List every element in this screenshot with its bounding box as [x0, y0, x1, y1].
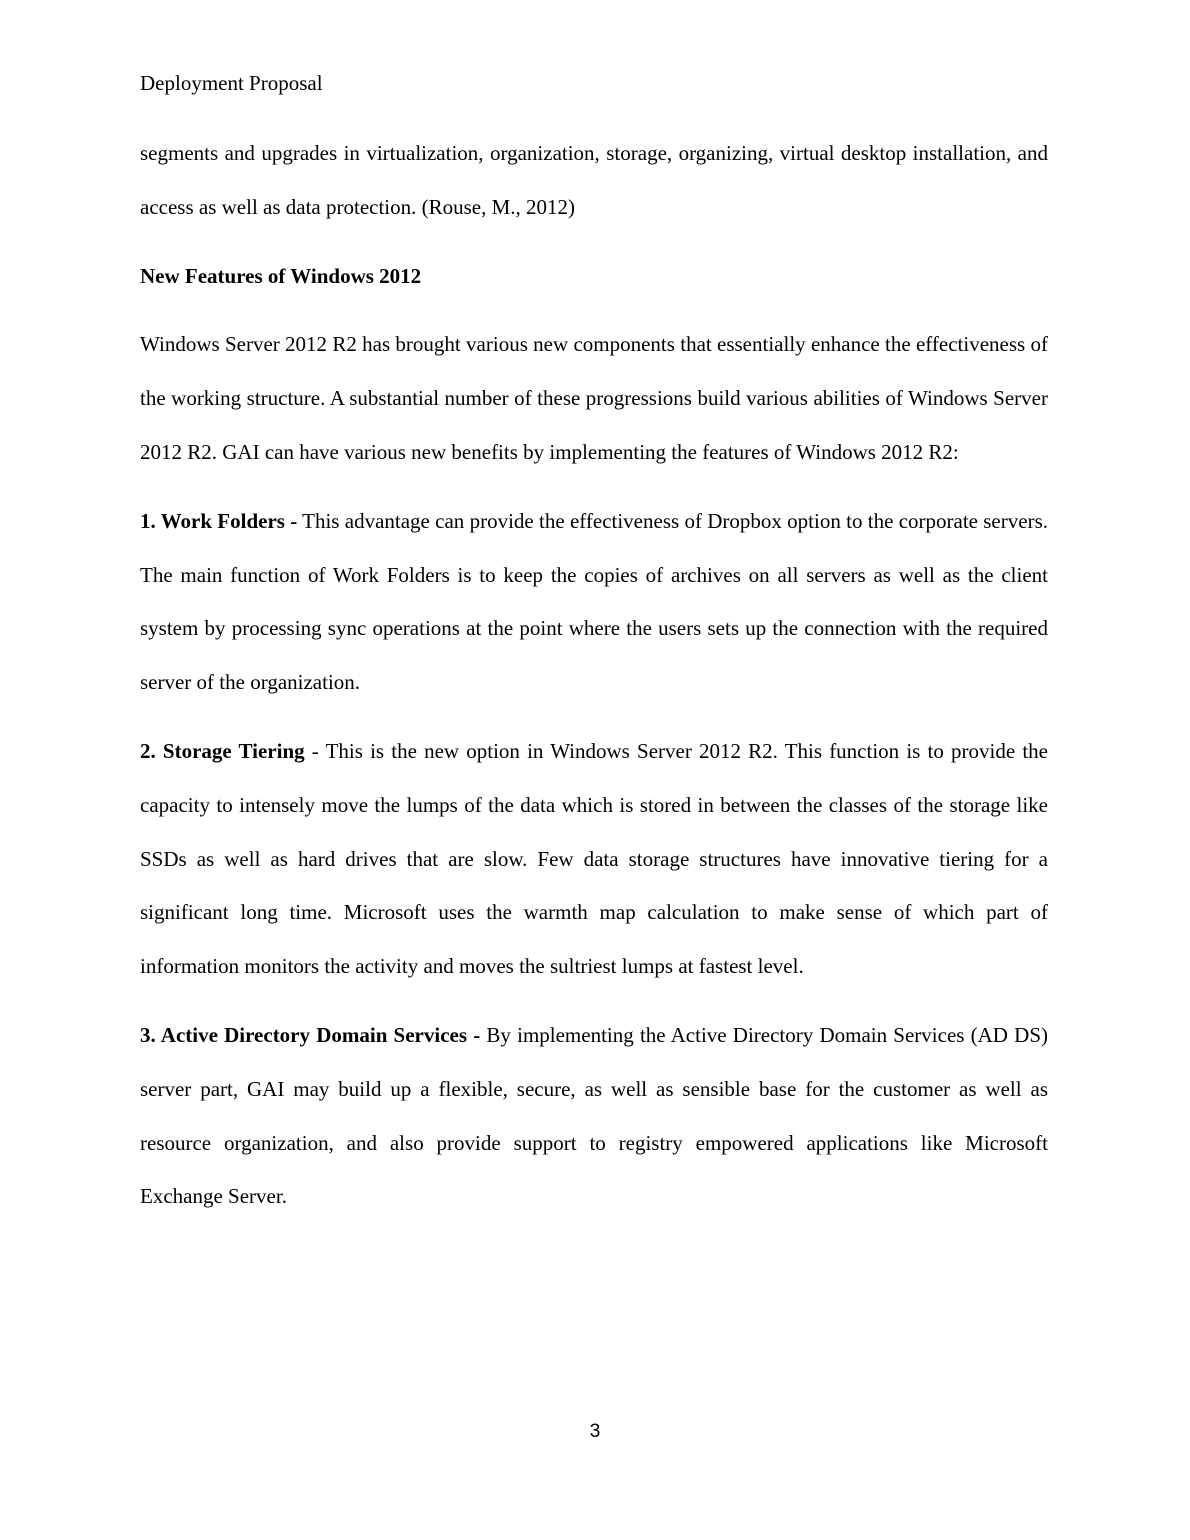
document-body — [140, 127, 1048, 1239]
feature-lead: 1. Work Folders - — [140, 508, 298, 533]
feature-text: - This is the new option in Windows Server 2012 R2. This function is to provide the capacity to intensely move the lumps of the data which is stored in between the classes of the storage like SSDs as well as hard drives that are slow. Few data storage structures have innovative tiering for a significant long time. Microsoft uses the warmth map calculation to make sense of which part of information monitors the activity and moves the sultriest lumps at fastest level. — [140, 738, 1048, 979]
running-header: Deployment Proposal — [140, 71, 323, 95]
feature-paragraph-work-folders — [140, 495, 1048, 710]
feature-text: This advantage can provide the effectiveness of Dropbox option to the corporate servers. The main function of Work Folders is to keep the copies of archives on all servers as well as the client system by processing sync operations at the point where the users sets up the connection with the required server of the organization. — [140, 508, 1048, 695]
page-number: 3 — [589, 1421, 601, 1442]
feature-paragraph-storage-tiering — [140, 725, 1048, 994]
feature-lead: 3. Active Directory Domain Services - — [140, 1022, 481, 1047]
section-paragraph: Windows Server 2012 R2 has brought various new components that essentially enhance the effectiveness of the working structure. A substantial number of these progressions build various abilities of Windows Server 2012 R2. GAI can have various new benefits by implementing the features of Windows 2012 R2: — [140, 332, 1048, 464]
intro-continuation-paragraph: segments and upgrades in virtualization, organization, storage, organizing, virtual desktop installation, and access as well as data protection. (Rouse, M., 2012) — [140, 141, 1048, 219]
feature-text: By implementing the Active Directory Domain Services (AD DS) server part, GAI may build up a flexible, secure, as well as sensible base for the customer as well as resource organization, and also provide support to registry empowered applications like Microsoft Exchange Server. — [140, 1022, 1048, 1209]
section-heading: New Features of Windows 2012 — [140, 263, 422, 288]
feature-lead: 2. Storage Tiering — [140, 738, 305, 763]
feature-paragraph-ad-ds — [140, 1009, 1048, 1224]
